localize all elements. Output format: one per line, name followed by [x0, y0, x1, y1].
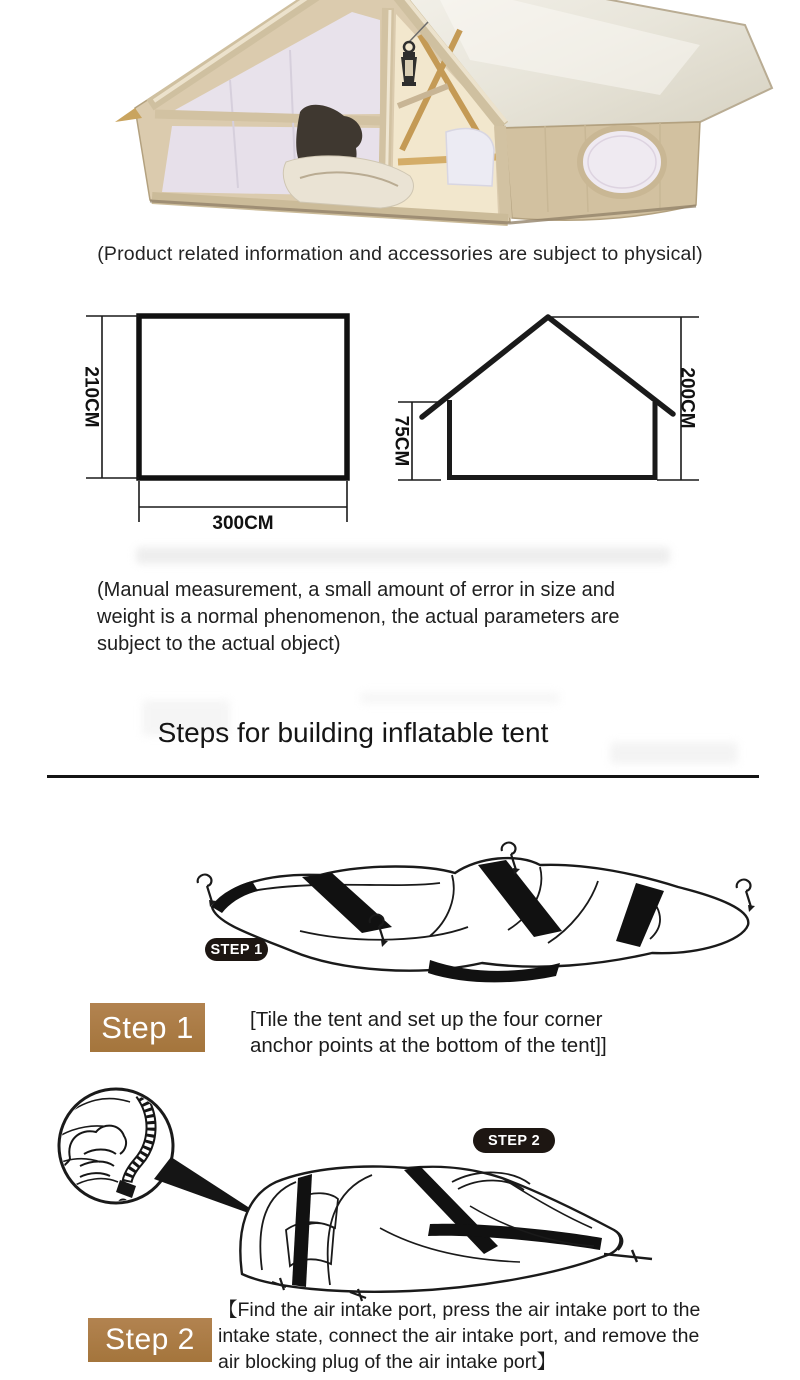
tent-photo-group [115, 0, 772, 223]
inflating-tent-drawing [240, 1166, 652, 1301]
magnifier-circle-icon [46, 1089, 173, 1218]
step2-desc-line: air blocking plug of the air intake port】 [218, 1351, 557, 1373]
step2-label-chip: Step 2 [88, 1318, 212, 1362]
plug-cord [120, 1209, 122, 1218]
step2-badge [473, 1128, 555, 1153]
step2-desc-line: intake state, connect the air intake port, and remove the [218, 1325, 700, 1347]
floor-width-label: 300CM [212, 513, 274, 534]
step2-desc-line: 【Find the air intake port, press the air intake port to the [218, 1299, 701, 1321]
step1-desc-line: [Tile the tent and set up the four corner [250, 1008, 603, 1031]
floor-height-label: 210CM [80, 366, 102, 428]
step2-badge-text: STEP 2 [487, 1133, 541, 1149]
blurred-text-artifact [360, 692, 560, 704]
tent-product-photo [0, 0, 800, 232]
note-line: weight is a normal phenomenon, the actual parameters are [97, 606, 620, 628]
step2-illustration [0, 1078, 800, 1312]
step1-label-chip: Step 1 [90, 1003, 205, 1052]
floor-size-diagram [81, 316, 348, 534]
measurement-note [97, 577, 620, 658]
step1-desc-line: anchor points at the bottom of the tent]] [250, 1034, 607, 1057]
side-profile-diagram [391, 317, 700, 480]
photo-disclaimer: (Product related information and accessories are subject to physical) [97, 243, 703, 265]
wall-floor-lines [447, 400, 658, 478]
floor-plan-rect [139, 316, 347, 478]
wall-height-label: 75CM [390, 415, 412, 467]
corner-hook-icon [198, 875, 216, 907]
step1-description [250, 1007, 607, 1059]
blurred-text-artifact [136, 547, 670, 564]
corner-hook-icon [737, 880, 755, 912]
divider-line [47, 775, 759, 778]
step1-badge-text: STEP 1 [210, 942, 263, 958]
step1-illustration [0, 833, 800, 1008]
dimensions-diagram [0, 300, 800, 540]
step1-badge [205, 938, 268, 961]
side-window [580, 128, 664, 196]
interior-furniture [446, 129, 494, 186]
tent-outline [212, 858, 748, 971]
flat-tent-drawing [198, 843, 755, 983]
ridge-height-label: 200CM [676, 367, 698, 429]
door-column-right [500, 126, 506, 218]
step2-description [218, 1297, 700, 1375]
note-line: (Manual measurement, a small amount of error in size and [97, 579, 616, 601]
section-title: Steps for building inflatable tent [157, 717, 549, 748]
roof-lines [422, 317, 673, 417]
note-line: subject to the actual object) [97, 633, 341, 655]
